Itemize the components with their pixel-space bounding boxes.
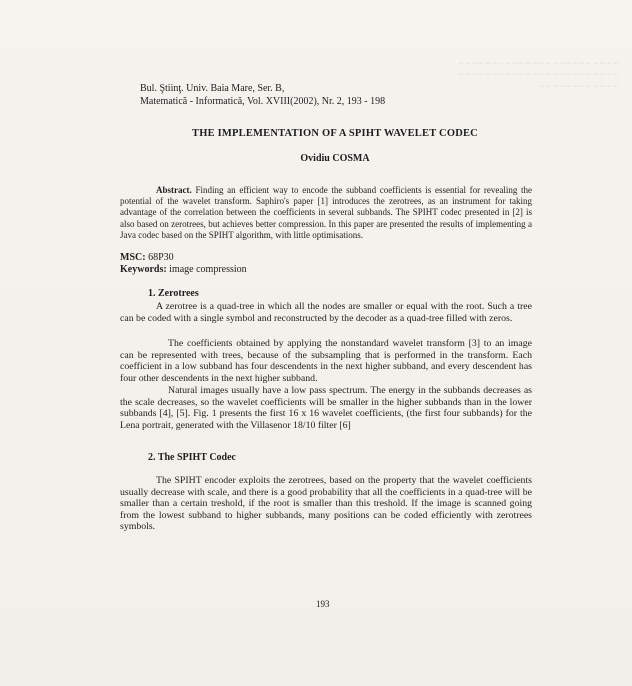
msc-line <box>120 252 174 264</box>
abstract-label: Abstract. <box>156 185 192 195</box>
section-1-paragraph-3: Natural images usually have a low pass spectrum. The energy in the subbands decreases as the scale decreases, so the wavelet coefficients will be smaller in the higher subbands than in the lower subbands [4], [5]. Fig. 1 presents the first 16 x 16 wavelet coefficients, (the first four subbands) for the Lena portrait, generated with the Villasenor 18/10 filter [6] <box>120 385 532 431</box>
keywords-value: image compression <box>169 264 247 275</box>
keywords-label: Keywords: <box>120 264 167 275</box>
section-1-paragraph-1: A zerotree is a quad-tree in which all the nodes are smaller or equal with the root. Such a tree can be coded with a single symbol and reconstructed by the decoder as a quad-tree filled with zeros. <box>120 301 532 324</box>
journal-header <box>140 82 385 108</box>
journal-line-2: Matematică - Informatică, Vol. XVIII(2002), Nr. 2, 193 - 198 <box>140 96 386 107</box>
keywords-line <box>120 264 247 276</box>
bleed-through-text: ~ ~ ~ ~ ~ ~ ~ ~ ~ ~ ~ ~ ~ ~ ~ ~ ~ ~ ~ ~ ~ ~ ~ ~ ~ ~ ~ ~ ~ ~ ~ ~ ~ ~ ~ ~ ~ ~ ~ ~ ~ ~ ~ ~ ~ ~ ~ ~ ~ ~ ~ ~ ~ ~ ~ ~ ~ ~ ~ ~ <box>458 58 618 91</box>
abstract <box>120 185 532 241</box>
journal-line-1: Bul. Ştiinţ. Univ. Baia Mare, Ser. B, <box>140 83 285 94</box>
paper-title: THE IMPLEMENTATION OF A SPIHT WAVELET CODEC <box>192 128 478 139</box>
section-2-heading: 2. The SPIHT Codec <box>148 452 236 463</box>
msc-label: MSC: <box>120 252 146 263</box>
section-2-paragraph-1: The SPIHT encoder exploits the zerotrees, based on the property that the wavelet coefficients usually decrease with scale, and there is a good probability that all the coefficients in a quad-tree will be smaller than a certain treshold, if the root is smaller than this treshold. If the image is scanned going from the lowest subband to higher subbands, many positions can be coded efficiently with zerotrees symbols. <box>120 475 532 533</box>
msc-value: 68P30 <box>148 252 174 263</box>
author-name: Ovidiu COSMA <box>300 153 370 164</box>
section-1-heading: 1. Zerotrees <box>148 288 199 299</box>
section-1-paragraph-2: The coefficients obtained by applying the nonstandard wavelet transform [3] to an image can be represented with trees, because of the subsampling that is performed in the transform. Each coefficient in a low subband has four descendents in the next higher subband, and every descendent has four other descendents in the next higher subband. <box>120 338 532 384</box>
abstract-text: Finding an efficient way to encode the subband coefficients is essential for revealing the potential of the wavelet transform. Saphiro's paper [1] introduces the zerotrees, as an instrument for taking advantage of the correlation between the coefficients in several subbands. The SPIHT codec presented in [2] is also based on zerotrees, but achieves better compression. In this paper are presented the results of implementing a Java codec based on the SPIHT algorithm, with little optimisations. <box>120 185 533 240</box>
page-number: 193 <box>316 599 330 609</box>
